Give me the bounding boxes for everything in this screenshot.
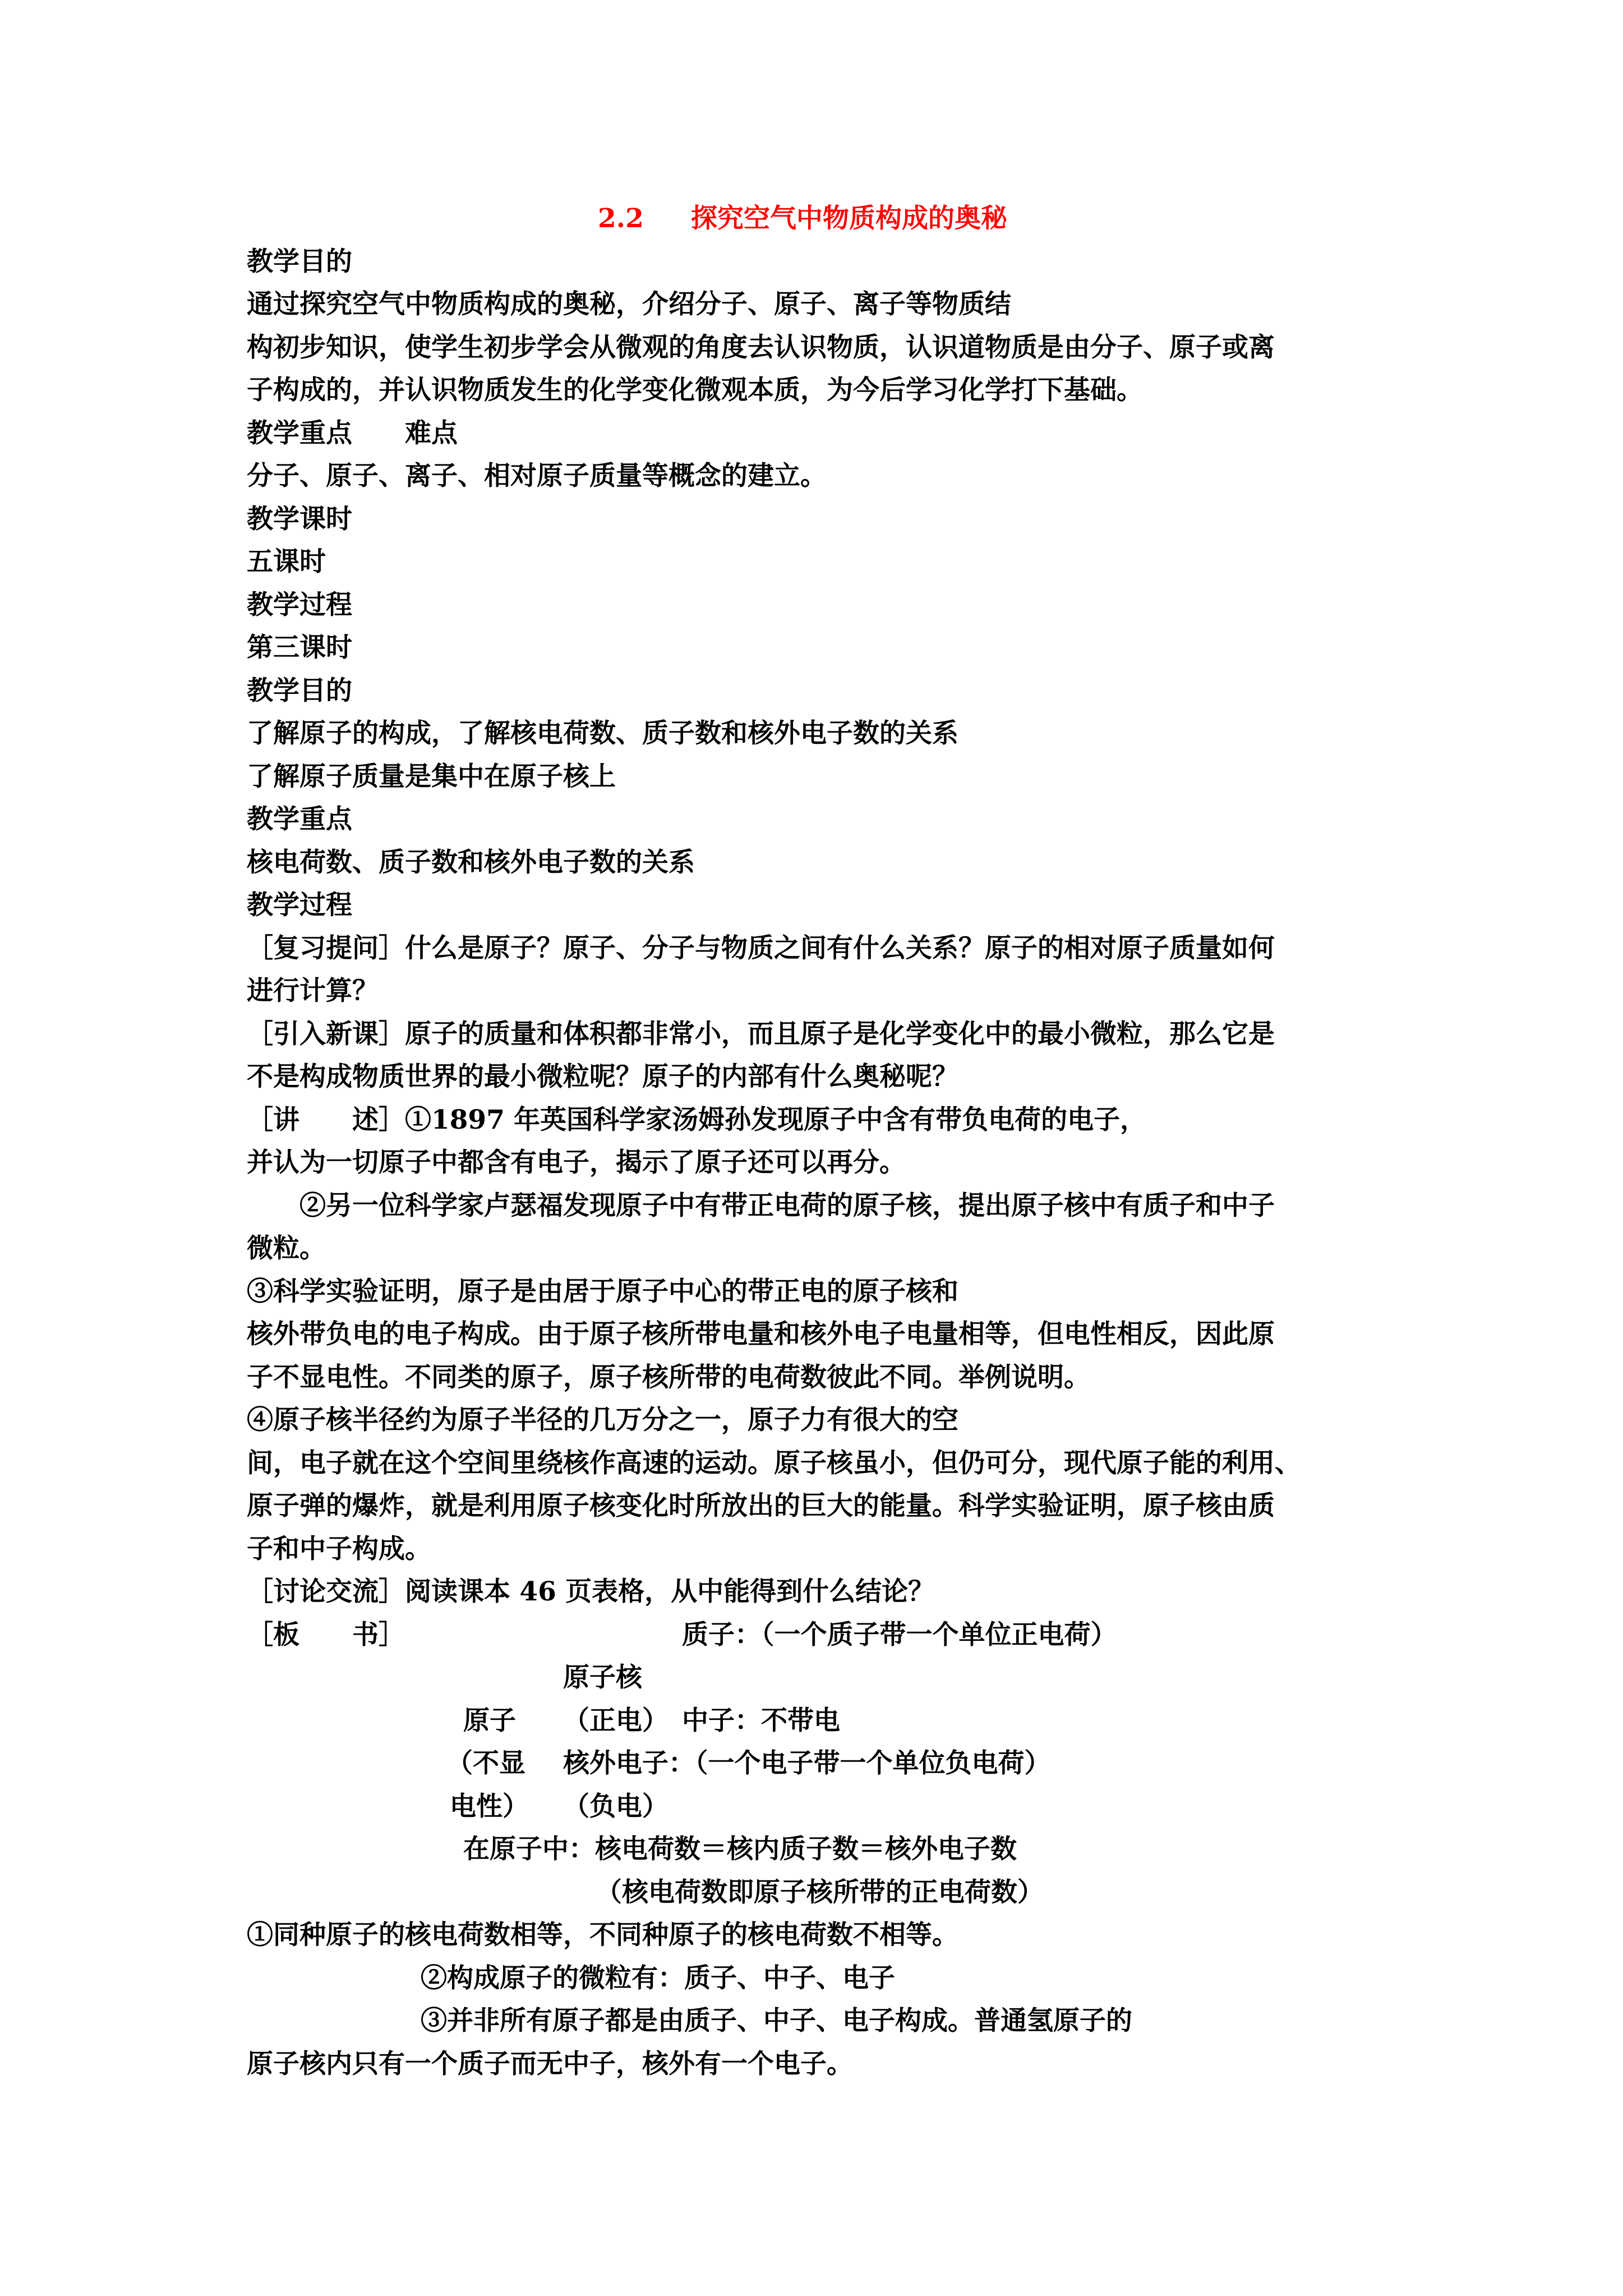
text-line: ③科学实验证明，原子是由居于原子中心的带正电的原子核和 (247, 1276, 958, 1307)
text-line: 教学目的 (247, 675, 352, 706)
text-line: ④原子核半径约为原子半径的几万分之一，原子力有很大的空 (247, 1405, 958, 1435)
board-negative: （负电） (563, 1791, 668, 1822)
title-number: 2.2 (598, 203, 644, 234)
text-line: 子不显电性。不同类的原子，原子核所带的电荷数彼此不同。举例说明。 (247, 1362, 1090, 1393)
text-line: ②另一位科学家卢瑟福发现原子中有带正电荷的原子核，提出原子核中有质子和中子 (247, 1190, 1275, 1221)
tail-line: ②构成原子的微粒有：质子、中子、电子 (421, 1963, 895, 1994)
text-line: 间，电子就在这个空间里绕核作高速的运动。原子核虽小，但仍可分，现代原子能的利用、 (247, 1448, 1301, 1479)
text-line: 五课时 (247, 546, 326, 577)
board-note: （核电荷数即原子核所带的正电荷数） (596, 1877, 1044, 1908)
text-line: 教学过程 (247, 590, 352, 620)
text-line: ［讲 述］①1897 年英国科学家汤姆孙发现原子中含有带负电荷的电子， (247, 1105, 1147, 1135)
text-line: 子和中子构成。 (247, 1534, 431, 1565)
text-line: 构初步知识，使学生初步学会从微观的角度去认识物质，认识道物质是由分子、原子或离 (247, 332, 1275, 363)
text-line: 子构成的，并认识物质发生的化学变化微观本质，为今后学习化学打下基础。 (247, 375, 1143, 406)
text-line: 通过探究空气中物质构成的奥秘，介绍分子、原子、离子等物质结 (247, 289, 1011, 320)
board-neutral-1: （不显 (446, 1748, 525, 1779)
text-line: ［引入新课］原子的质量和体积都非常小，而且原子是化学变化中的最小微粒，那么它是 (247, 1019, 1275, 1050)
board-equation: 在原子中：核电荷数＝核内质子数＝核外电子数 (463, 1834, 1017, 1865)
text-line: 了解原子质量是集中在原子核上 (247, 761, 616, 792)
text-line: 教学重点 (247, 804, 352, 835)
text-line: 分子、原子、离子、相对原子质量等概念的建立。 (247, 461, 827, 491)
text-line: ［讨论交流］阅读课本 46 页表格，从中能得到什么结论？ (247, 1576, 935, 1607)
text-line: 核外带负电的电子构成。由于原子核所带电量和核外电子电量相等，但电性相反，因此原 (247, 1319, 1275, 1350)
text-line: 第三课时 (247, 632, 352, 663)
text-line: 不是构成物质世界的最小微粒呢？原子的内部有什么奥秘呢？ (247, 1061, 958, 1092)
text-line: 了解原子的构成，了解核电荷数、质子数和核外电子数的关系 (247, 718, 958, 749)
text-line: 核电荷数、质子数和核外电子数的关系 (247, 847, 695, 878)
board-nucleus: 原子核 (563, 1662, 642, 1693)
text-line: 教学课时 (247, 504, 352, 535)
board-label: ［板 书］ (247, 1619, 405, 1650)
board-proton: 质子：（一个质子带一个单位正电荷） (682, 1619, 1117, 1650)
text-line: ［复习提问］什么是原子？原子、分子与物质之间有什么关系？原子的相对原子质量如何 (247, 933, 1275, 964)
board-positive: （正电） (563, 1705, 668, 1736)
board-atom: 原子 (463, 1705, 516, 1736)
tail-line: ③并非所有原子都是由质子、中子、电子构成。普通氢原子的 (421, 2005, 1132, 2036)
page-title: 探究空气中物质构成的奥秘 (691, 203, 1007, 234)
tail-line: ①同种原子的核电荷数相等，不同种原子的核电荷数不相等。 (247, 1920, 958, 1950)
board-neutral-2: 电性） (450, 1791, 529, 1822)
board-neutron: 中子：不带电 (682, 1705, 840, 1736)
board-electron: 核外电子：（一个电子带一个单位负电荷） (563, 1748, 1051, 1779)
text-line: 并认为一切原子中都含有电子，揭示了原子还可以再分。 (247, 1147, 906, 1178)
text-line: 教学过程 (247, 890, 352, 921)
tail-line: 原子核内只有一个质子而无中子，核外有一个电子。 (247, 2049, 853, 2079)
text-line: 教学重点 难点 (247, 418, 458, 449)
text-line: 教学目的 (247, 246, 352, 277)
text-line: 微粒。 (247, 1233, 326, 1264)
text-line: 原子弹的爆炸，就是利用原子核变化时所放出的巨大的能量。科学实验证明，原子核由质 (247, 1490, 1275, 1521)
text-line: 进行计算？ (247, 976, 379, 1006)
